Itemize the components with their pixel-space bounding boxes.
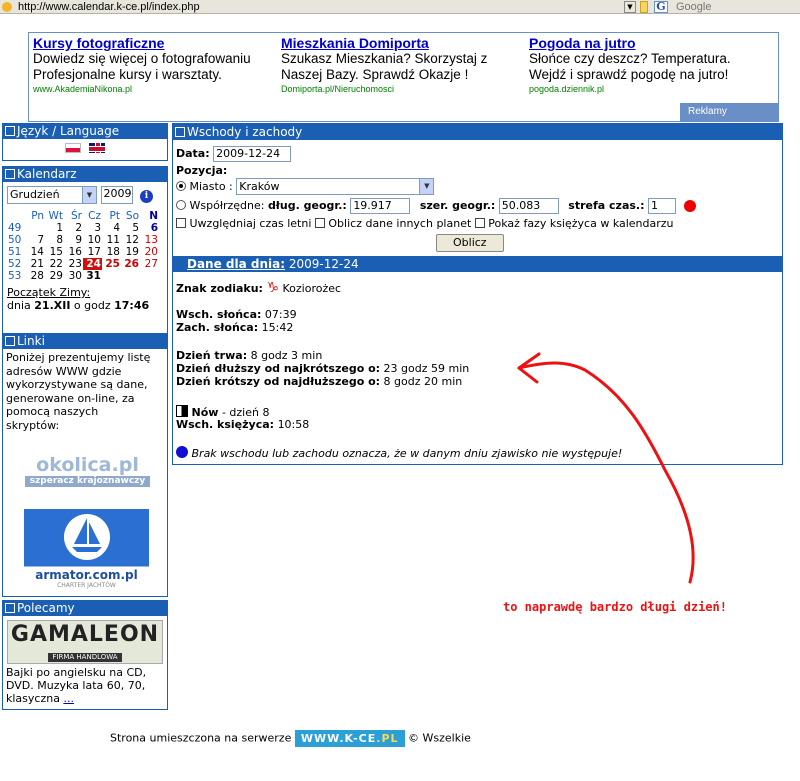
sunrise-label: Wsch. słońca: [176, 308, 262, 321]
dst-checkbox[interactable] [176, 218, 186, 228]
calendar-header: Kalendarz [3, 167, 167, 182]
ads-banner [28, 32, 779, 122]
ad-item[interactable] [33, 35, 273, 95]
day-cell[interactable]: 30 [68, 270, 82, 282]
footer [110, 730, 471, 747]
polecamy-more-link[interactable]: ... [63, 692, 74, 705]
annotation-arrow [505, 340, 715, 595]
box-icon [5, 336, 15, 346]
longer-label: Dzień dłuższy od najkrótszego o: [176, 362, 381, 375]
links-text-line: Poniżej prezentujemy listę [6, 351, 151, 364]
weekday-label: Pt [109, 210, 120, 222]
city-label: Miasto : [189, 180, 233, 193]
day-cell[interactable]: 17 [87, 246, 101, 258]
search-input[interactable]: Google [676, 1, 712, 13]
google-icon[interactable]: G [654, 1, 668, 13]
links-header: Linki [3, 334, 167, 349]
weekday-label: N [149, 210, 158, 222]
moon-phases-label: Pokaż fazy księżyca w kalendarzu [488, 217, 674, 230]
links-text-line: pomocą naszych [6, 405, 99, 418]
okolica-logo[interactable]: okolica.pl szperacz krajoznawczy [25, 454, 150, 494]
day-cell[interactable]: 31 [86, 270, 101, 282]
lat-label: szer. geogr.: [419, 199, 496, 212]
blue-dot-icon [176, 446, 188, 458]
day-cell[interactable]: 22 [49, 258, 63, 270]
week-number: 50 [8, 234, 22, 246]
day-cell[interactable]: 29 [49, 270, 63, 282]
capricorn-icon: ♑ [266, 280, 280, 296]
uk-flag-icon[interactable] [89, 143, 105, 153]
day-cell[interactable]: 12 [125, 234, 139, 246]
day-cell[interactable]: 8 [56, 234, 63, 246]
ad-url[interactable]: www.AkademiaNikona.pl [33, 84, 133, 94]
links-text-line: wykorzystywane są dane, [6, 378, 148, 391]
language-box [2, 123, 168, 161]
day-cell[interactable]: 3 [94, 222, 101, 234]
city-radio[interactable] [176, 181, 186, 191]
season-link[interactable]: Początek Zimy: [7, 286, 91, 299]
weekday-label: Śr [71, 210, 82, 222]
week-row [7, 246, 159, 258]
day-length-value: 8 godz 3 min [250, 349, 323, 362]
k-ce-badge[interactable]: WWW.K-CE.PL [295, 730, 405, 747]
coords-label: Współrzędne: [189, 199, 265, 212]
year-input[interactable]: 2009 [101, 186, 133, 204]
day-cell[interactable]: 14 [30, 246, 44, 258]
day-cell[interactable]: 10 [87, 234, 101, 246]
ad-item[interactable] [281, 35, 521, 95]
dst-label: Uwzględniaj czas letni [189, 217, 312, 230]
day-cell[interactable]: 9 [75, 234, 82, 246]
day-cell[interactable]: 27 [144, 258, 158, 270]
day-cell[interactable]: 21 [30, 258, 44, 270]
shorter-label: Dzień krótszy od najdłuższego o: [176, 375, 381, 388]
coords-radio[interactable] [176, 200, 186, 210]
date-input[interactable]: 2009-12-24 [213, 146, 291, 162]
moon-phases-checkbox[interactable] [475, 218, 485, 228]
calendar-grid [7, 210, 159, 282]
day-length-label: Dzień trwa: [176, 349, 248, 362]
address-bar[interactable] [0, 0, 800, 14]
search-engine-handle[interactable] [640, 1, 648, 13]
note-text: Brak wschodu lub zachodu oznacza, że w danym dniu zjawisko nie występuje! [191, 447, 623, 460]
week-row [7, 258, 159, 270]
month-select[interactable]: Grudzień ▼ [7, 186, 97, 204]
season-info: dnia 21.XII o godz 17:46 [7, 299, 150, 312]
day-cell[interactable]: 11 [106, 234, 120, 246]
week-number: 51 [8, 246, 22, 258]
zodiac-label: Znak zodiaku: [176, 282, 263, 295]
weekday-row [7, 210, 159, 222]
ad-text: Szukasz Mieszkania? Skorzystaj z [281, 51, 488, 66]
footer-rights: © Wszelkie [408, 731, 471, 745]
chevron-down-icon: ▼ [419, 179, 433, 194]
ad-text: Profesjonalne kursy i warsztaty. [33, 67, 222, 82]
annotation-text: to naprawdę bardzo długi dzień! [503, 600, 727, 614]
week-number: 49 [8, 222, 22, 234]
new-moon-icon [176, 405, 188, 417]
day-cell[interactable]: 7 [37, 234, 44, 246]
day-cell[interactable]: 13 [144, 234, 158, 246]
weekday-label: Cz [88, 210, 101, 222]
ad-url[interactable]: Domiporta.pl/Nieruchomosci [281, 84, 395, 94]
lon-input[interactable]: 19.917 [350, 198, 410, 214]
day-cell[interactable] [26, 222, 45, 234]
lon-label: dług. geogr.: [267, 199, 347, 212]
language-header: Język / Language [3, 124, 167, 139]
links-text-line: skryptów: [6, 418, 60, 432]
weekday-label: Pn [31, 210, 44, 222]
polecamy-text-line: Bajki po angielsku na CD, [6, 666, 147, 679]
ad-title[interactable]: Mieszkania Domiporta [281, 35, 429, 51]
day-cell[interactable]: 26 [124, 258, 139, 270]
tz-input[interactable]: 1 [648, 198, 676, 214]
polecamy-box [2, 600, 168, 710]
day-cell[interactable] [121, 270, 140, 282]
links-text-line: adresów WWW gdzie [6, 364, 122, 378]
chevron-down-icon: ▼ [82, 187, 96, 203]
day-cell[interactable]: 19 [125, 246, 139, 258]
planets-checkbox[interactable] [315, 218, 325, 228]
calendar-box [2, 166, 168, 356]
url-text[interactable]: http://www.calendar.k-ce.pl/index.php [18, 1, 200, 13]
ads-by-google[interactable]: Reklamy [680, 103, 778, 121]
ad-text: Wejdź i sprawdź pogodę na jutro! [529, 67, 729, 82]
gamaleon-banner[interactable]: GAMALEON FIRMA HANDLOWA [7, 620, 163, 664]
footer-text: Strona umieszczona na serwerze [110, 731, 292, 745]
week-row [7, 270, 159, 282]
language-flags [3, 139, 167, 154]
day-cell[interactable]: 1 [56, 222, 63, 234]
day-cell[interactable]: 18 [106, 246, 120, 258]
day-data-link[interactable]: Dane dla dnia: [187, 257, 286, 271]
weekday-label: So [125, 210, 139, 222]
day-cell-today[interactable]: 24 [83, 258, 102, 270]
day-cell[interactable] [102, 270, 121, 282]
week-row [7, 234, 159, 246]
day-cell[interactable]: 20 [144, 246, 158, 258]
info-icon[interactable]: i [140, 190, 153, 203]
day-cell[interactable]: 16 [68, 246, 82, 258]
day-cell[interactable]: 2 [75, 222, 82, 234]
date-label: Data: [176, 147, 210, 160]
sunset-value: 15:42 [261, 321, 294, 334]
ad-title[interactable]: Kursy fotograficzne [33, 35, 165, 51]
polecamy-header: Polecamy [3, 601, 167, 616]
planets-label: Oblicz dane innych planet [328, 217, 472, 230]
favicon-icon [2, 2, 12, 12]
tz-label: strefa czas.: [568, 199, 645, 212]
links-box [2, 333, 168, 597]
armator-logo[interactable]: armator.com.pl CHARTER JACHTÓW [24, 509, 149, 591]
day-cell[interactable]: 15 [49, 246, 63, 258]
day-cell[interactable]: 5 [132, 222, 139, 234]
weekday-label: Wt [48, 210, 63, 222]
shorter-value: 8 godz 20 min [383, 375, 463, 388]
day-cell[interactable]: 4 [113, 222, 120, 234]
week-row [7, 222, 159, 234]
lat-input[interactable]: 50.083 [499, 198, 559, 214]
ad-text: Słońce czy deszcz? Temperatura. [529, 51, 731, 66]
polecamy-text-line: klasyczna ... [6, 692, 74, 705]
compute-button[interactable]: Oblicz [436, 234, 504, 252]
box-icon [5, 169, 15, 179]
moonrise-label: Wsch. księżyca: [176, 418, 275, 431]
longer-value: 23 godz 59 min [383, 362, 470, 375]
red-dot-icon [684, 200, 696, 212]
day-cell[interactable]: 6 [150, 222, 158, 234]
ad-text: Naszej Bazy. Sprawdź Okazje ! [281, 67, 469, 82]
ad-item[interactable] [529, 35, 769, 95]
day-cell[interactable]: 23 [68, 258, 82, 270]
polecamy-text-line: DVD. Muzyka lata 60, 70, [6, 679, 146, 692]
week-number: 53 [8, 270, 22, 282]
ad-title[interactable]: Pogoda na jutro [529, 35, 636, 51]
day-cell[interactable]: 28 [30, 270, 44, 282]
day-data-header: Dane dla dnia: 2009-12-24 [173, 256, 782, 272]
ad-url[interactable]: pogoda.dziennik.pl [529, 84, 605, 94]
ad-text: Dowiedz się więcej o fotografowaniu [33, 51, 251, 66]
day-cell[interactable]: 25 [105, 258, 120, 270]
moonrise-value: 10:58 [277, 418, 310, 431]
week-number: 52 [8, 258, 22, 270]
sunrise-value: 07:39 [264, 308, 297, 321]
moon-phase-value: - dzień 8 [221, 406, 270, 419]
day-cell[interactable] [140, 270, 159, 282]
box-icon [5, 603, 15, 613]
polish-flag-icon[interactable] [65, 143, 81, 153]
position-label: Pozycja: [176, 164, 228, 177]
moon-phase-label: Nów [191, 406, 219, 419]
sunset-label: Zach. słońca: [176, 321, 259, 334]
city-select[interactable]: Kraków ▼ [236, 178, 434, 195]
url-dropdown-icon[interactable]: ▼ [624, 1, 636, 13]
zodiac-value: Koziorożec [282, 282, 342, 295]
main-header: Wschody i zachody [173, 124, 782, 140]
box-icon [5, 126, 15, 136]
box-icon [175, 127, 185, 137]
links-text-line: generowane on-line, za [6, 391, 135, 405]
sailboat-icon [62, 512, 112, 562]
